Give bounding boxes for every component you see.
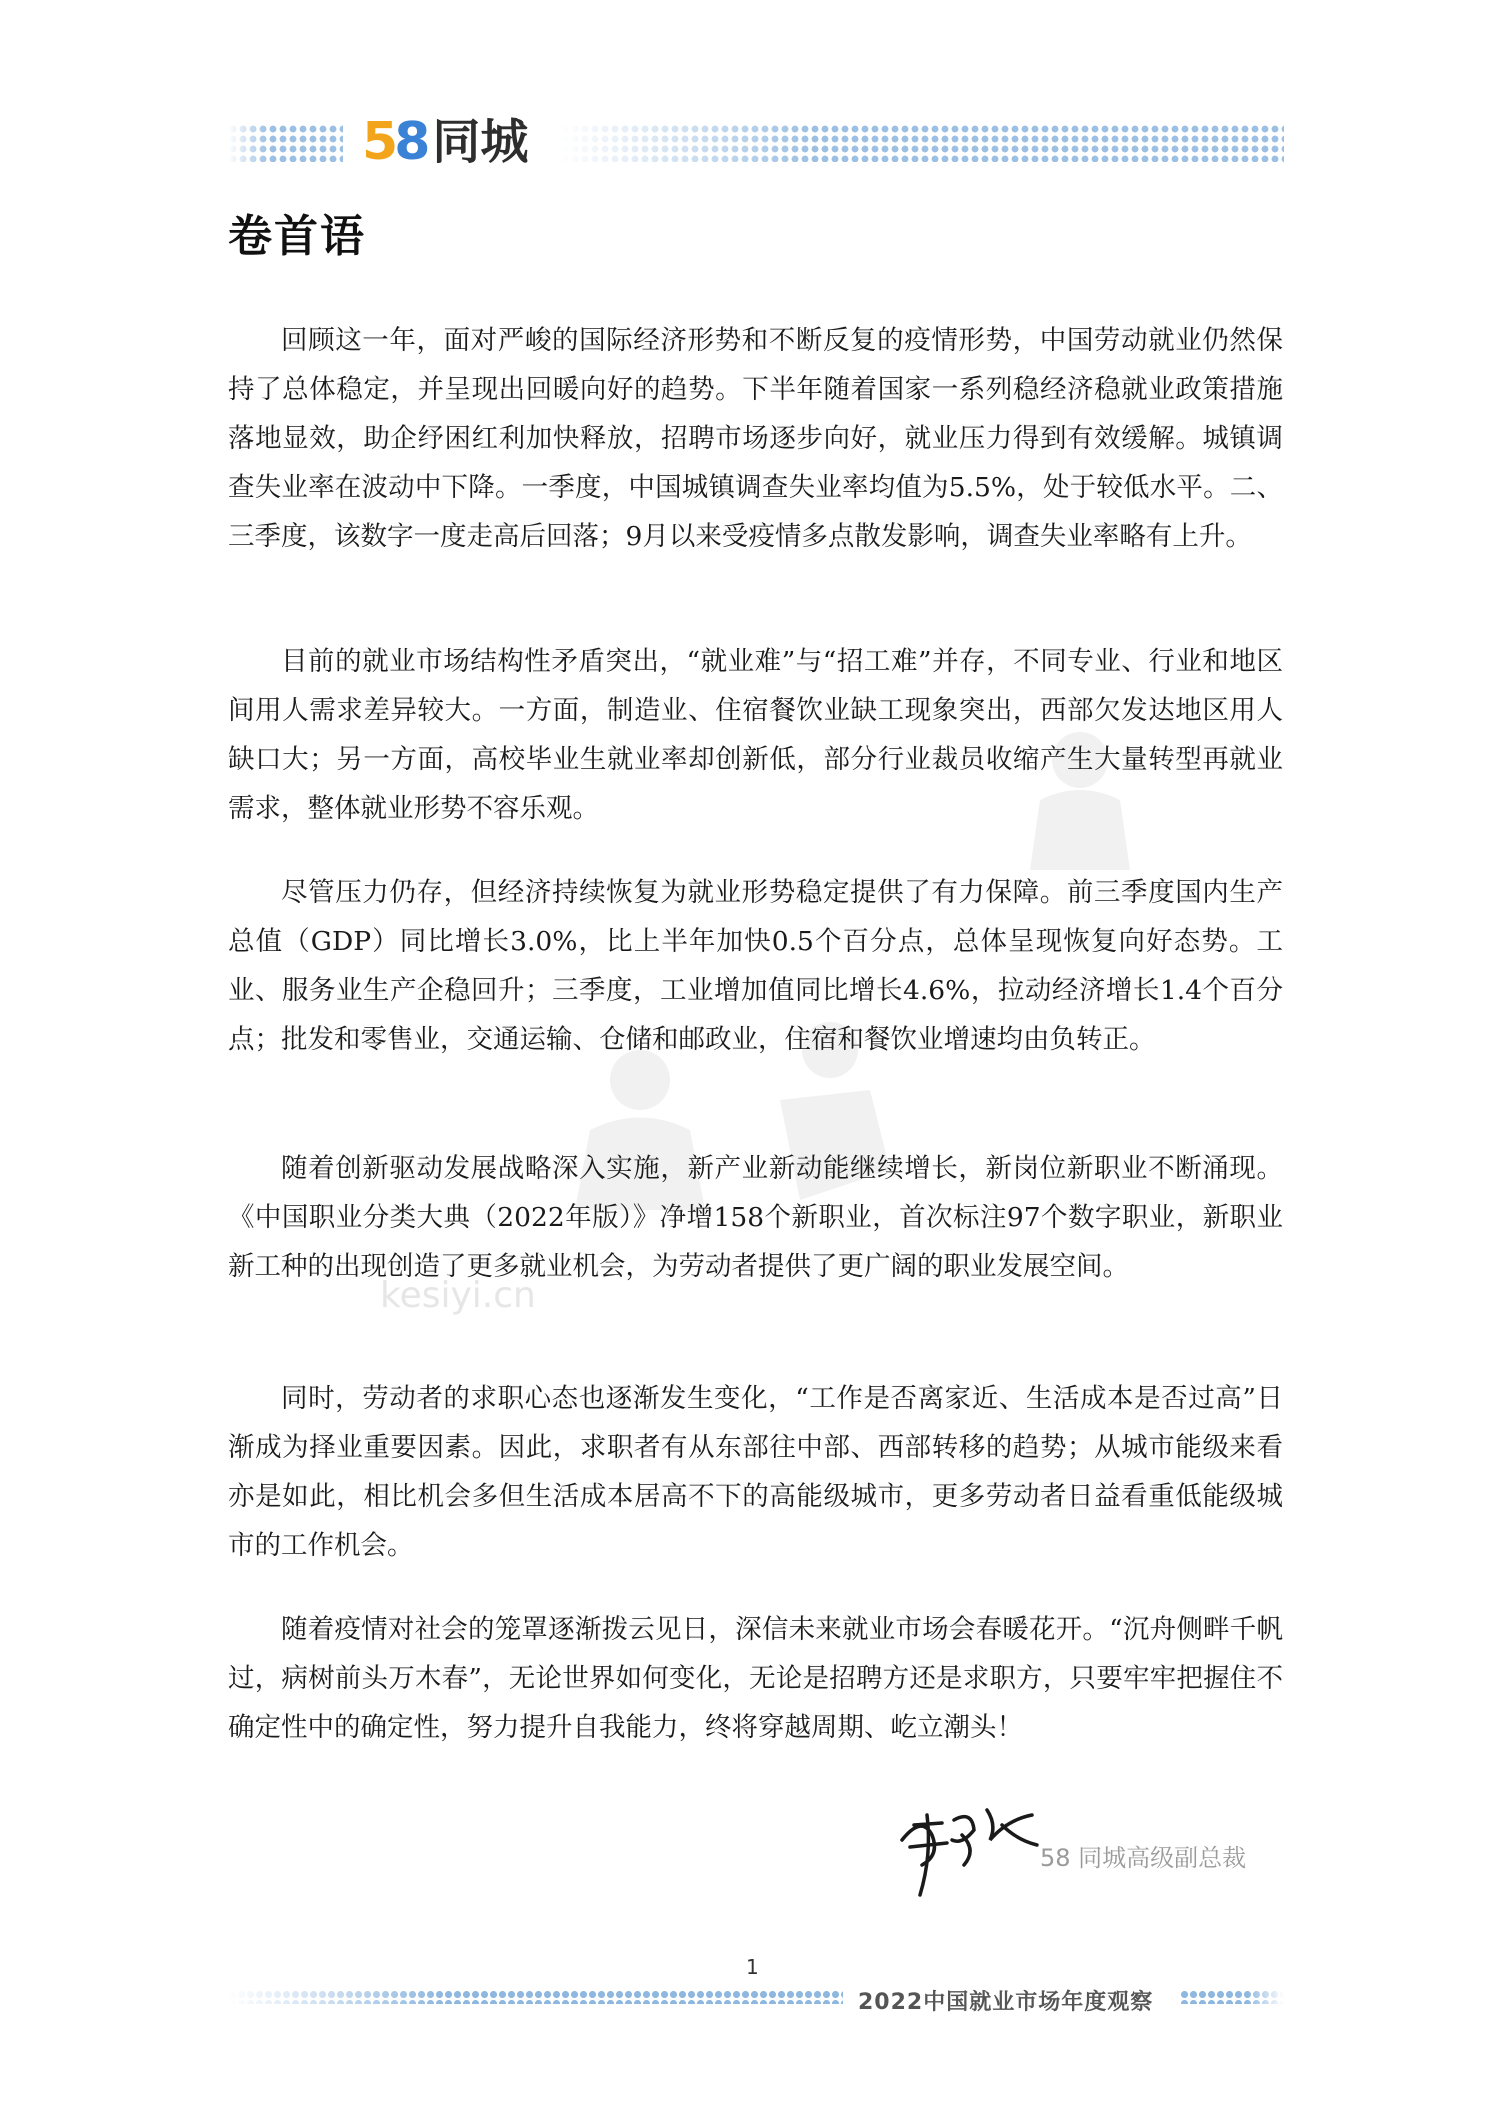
paragraph-4: 随着创新驱动发展战略深入实施，新产业新动能继续增长，新岗位新职业不断涌现。《中国职业分类大典（2022年版）》净增158个新职业，首次标注97个数字职业，新职业新工种的出现创造了更多就业机会，为劳动者提供了更广阔的职业发展空间。	[228, 1153, 1283, 1282]
page-title: 卷首语	[228, 211, 366, 262]
signature-author-title: 58 同城高级副总裁	[1040, 1844, 1247, 1872]
watermark-text: kesiyi.cn	[380, 1275, 536, 1316]
paragraph-1: 回顾这一年，面对严峻的国际经济形势和不断反复的疫情形势，中国劳动就业仍然保持了总体稳定，并呈现出回暖向好的趋势。下半年随着国家一系列稳经济稳就业政策措施落地显效，助企纾困红利加快释放，招聘市场逐步向好，就业压力得到有效缓解。城镇调查失业率在波动中下降。一季度，中国城镇调查失业率均值为5.5%，处于较低水平。二、三季度，该数字一度走高后回落；9月以来受疫情多点散发影响，调查失业率略有上升。	[228, 325, 1283, 552]
header-dot-band-left	[228, 124, 343, 162]
brand-logo	[362, 112, 528, 172]
footer-report-title: 2022中国就业市场年度观察	[858, 1990, 1154, 2015]
logo-digit-5: 5	[362, 112, 397, 172]
paragraph-5: 同时，劳动者的求职心态也逐渐发生变化，“工作是否离家近、生活成本是否过高”日渐成为择业重要因素。因此，求职者有从东部往中部、西部转移的趋势；从城市能级来看亦是如此，相比机会多但生活成本居高不下的高能级城市，更多劳动者日益看重低能级城市的工作机会。	[228, 1383, 1283, 1561]
paragraph-6: 随着疫情对社会的笼罩逐渐拨云见日，深信未来就业市场会春暖花开。“沉舟侧畔千帆过，病树前头万木春”，无论世界如何变化，无论是招聘方还是求职方，只要牢牢把握住不确定性中的确定性，努力提升自我能力，终将穿越周期、屹立潮头！	[228, 1614, 1283, 1743]
page-number: 1	[746, 1955, 759, 1979]
header-dot-band-right	[560, 124, 1284, 162]
paragraph-3: 尽管压力仍存，但经济持续恢复为就业形势稳定提供了有力保障。前三季度国内生产总值（GDP）同比增长3.0%，比上半年加快0.5个百分点，总体呈现恢复向好态势。工业、服务业生产企稳回升；三季度，工业增加值同比增长4.6%，拉动经济增长1.4个百分点；批发和零售业，交通运输、仓储和邮政业，住宿和餐饮业增速均由负转正。	[228, 877, 1283, 1055]
handwritten-signature-icon	[892, 1795, 1042, 1905]
logo-text: 同城	[432, 114, 529, 170]
logo-digit-8: 8	[394, 112, 429, 172]
footer-dot-band-right	[1180, 1990, 1284, 2004]
footer-dot-band-left	[228, 1990, 843, 2004]
paragraph-2: 目前的就业市场结构性矛盾突出，“就业难”与“招工难”并存，不同专业、行业和地区间用人需求差异较大。一方面，制造业、住宿餐饮业缺工现象突出，西部欠发达地区用人缺口大；另一方面，高校毕业生就业率却创新低，部分行业裁员收缩产生大量转型再就业需求，整体就业形势不容乐观。	[228, 646, 1283, 824]
